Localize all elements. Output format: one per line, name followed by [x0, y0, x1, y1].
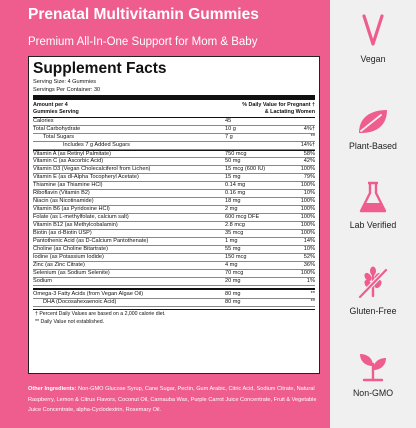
nutrient-row [33, 291, 315, 299]
badge-vegan [330, 12, 416, 64]
nutrient-dv: 1% [306, 278, 315, 284]
nutrient-row [33, 254, 315, 262]
nutrient-dv: 4%† [303, 126, 315, 132]
nutrient-dv: 36% [303, 262, 315, 268]
nutrient-amount: 7 g [225, 134, 233, 140]
supplement-facts-panel [28, 56, 320, 374]
dv-header-line1: % Daily Value for Pregnant † [242, 102, 315, 108]
nutrient-amount: 45 [225, 118, 232, 124]
nutrient-row [33, 174, 315, 182]
nutrient-name: Vitamin B6 (as Pyridoxine HCl) [33, 206, 110, 212]
nutrient-row [33, 142, 315, 150]
nutrient-name: DHA (Docosahexaenoic Acid) [43, 298, 117, 305]
nutrient-row [33, 206, 315, 214]
nutrient-row [33, 299, 315, 307]
badge-label: Gluten-Free [349, 306, 397, 316]
other-ingredients-text: Non-GMO Glucose Syrup, Cane Sugar, Pectin, Gum Arabic, Citric Acid, Sodium Citrate, Natural Raspberry, Lemon & Citrus Flavors, Coconut Oil, Carnauba Wax, Purple Carrot Juice Concentrate, Fruit & Vegetable Juice Concentrate, alpha-Cyclodextrin, Rosemary Oil. [28, 386, 317, 413]
nutrient-dv: 14% [303, 238, 315, 244]
nutrient-dv: 100% [300, 166, 315, 172]
wheat-icon [354, 264, 392, 302]
nutrient-dv: 10% [303, 190, 315, 196]
nutrient-row [33, 198, 315, 206]
nutrient-row [33, 150, 315, 158]
footnote-not-established: ** Daily Value not established. [35, 318, 105, 325]
nutrient-amount: 15 mcg (600 IU) [225, 166, 266, 172]
v-icon [362, 12, 384, 50]
nutrient-dv: 100% [300, 222, 315, 228]
nutrient-name: Iodine (as Potassium Iodide) [33, 254, 104, 260]
badge-plant-based [330, 107, 416, 151]
nutrient-dv: 100% [300, 230, 315, 236]
nutrient-amount: 10 g [225, 126, 236, 132]
serving-size: Serving Size: 4 Gummies [33, 79, 97, 85]
facts-title: Supplement Facts [33, 60, 167, 77]
nutrient-row [33, 238, 315, 246]
nutrient-dv: ** [310, 298, 315, 305]
other-ingredients [28, 384, 320, 416]
nutrient-amount: 0.16 mg [225, 190, 246, 196]
nutrient-dv [287, 118, 315, 125]
nutrient-dv: ** [310, 134, 315, 140]
nutrient-dv: ** [310, 290, 315, 297]
nutrient-name: Pantothenic Acid (as D-Calcium Pantothenate) [33, 238, 149, 244]
badge-non-gmo [330, 350, 416, 398]
nutrient-amount: 2.8 mcg [225, 222, 245, 228]
nutrient-dv: 14%† [300, 142, 315, 148]
badge-label: Non-GMO [352, 388, 394, 398]
nutrient-amount: 80 mg [225, 298, 241, 305]
nutrient-amount: 2 mg [225, 206, 238, 212]
nutrient-name: Thiamine (as Thiamine HCl) [33, 182, 103, 188]
nutrient-row [33, 222, 315, 230]
nutrient-row [33, 262, 315, 270]
nutrient-dv: 100% [300, 270, 315, 276]
nutrient-row [33, 118, 315, 126]
other-ingredients-label: Other Ingredients: [28, 386, 77, 392]
nutrient-row [33, 278, 315, 286]
nutrient-amount: 1 mg [225, 238, 238, 244]
nutrient-dv: 100% [300, 206, 315, 212]
nutrient-amount: 70 mcg [225, 270, 244, 276]
nutrient-row [33, 270, 315, 278]
flask-icon [355, 180, 391, 216]
nutrient-row [33, 214, 315, 222]
nutrient-name: Total Sugars [43, 134, 75, 140]
product-title: Prenatal Multivitamin Gummies [28, 6, 259, 23]
footnote-daily-values: † Percent Daily Values are based on a 2,000 calorie diet. [35, 311, 166, 317]
badge-label: Plant-Based [349, 141, 397, 151]
nutrient-name: Riboflavin (Vitamin B2) [33, 190, 90, 196]
nutrient-name: Zinc (as Zinc Citrate) [33, 262, 85, 268]
nutrient-name: Vitamin B12 (as Methylcobalamin) [33, 222, 118, 228]
nutrient-row [33, 230, 315, 238]
nutrient-name: Choline (as Choline Bitartrate) [33, 246, 108, 252]
nutrient-dv: 10% [303, 246, 315, 252]
product-subtitle: Premium All-In-One Support for Mom & Baby [28, 36, 258, 48]
servings-per-container: Servings Per Container: 30 [33, 87, 101, 93]
nutrient-name: Includes 7 g Added Sugars [63, 142, 130, 148]
nutrient-name: Biotin (as d-Biotin USP) [33, 230, 92, 236]
nutrient-name: Vitamin C (as Ascorbic Acid) [33, 158, 104, 164]
nutrient-dv: 100% [300, 214, 315, 220]
nutrient-row [33, 182, 315, 190]
nutrient-amount: 35 mcg [225, 230, 244, 236]
nutrient-name: Sodium [33, 278, 52, 284]
nutrient-amount: 600 mcg DFE [225, 214, 260, 220]
nutrient-name: Vitamin D3 (Vegan Cholecalciferol from Lichen) [33, 166, 151, 172]
badge-label: Vegan [360, 54, 386, 64]
amount-header-line1: Amount per 4 [33, 102, 68, 108]
nutrient-amount: 50 mg [225, 158, 241, 164]
leaf-icon [355, 107, 391, 137]
nutrient-amount: 80 mg [225, 290, 241, 297]
badge-lab-verified [330, 180, 416, 230]
nutrient-row [33, 158, 315, 166]
nutrient-amount: 15 mg [225, 174, 241, 180]
badge-gluten-free [330, 264, 416, 316]
nutrient-amount [225, 142, 287, 149]
nutrient-amount: 0.14 mg [225, 182, 246, 188]
nutrient-dv: 100% [300, 198, 315, 204]
nutrient-name: Vitamin E (as dl-Alpha Tocopheryl Acetate) [33, 174, 139, 180]
nutrient-amount: 4 mg [225, 262, 238, 268]
nutrient-row [33, 190, 315, 198]
nutrient-row [33, 166, 315, 174]
divider [33, 288, 315, 290]
nutrient-name: Folate (as L-methylfolate, calcium salt) [33, 214, 129, 220]
omega-rows [33, 291, 315, 307]
nutrient-amount: 20 mg [225, 278, 241, 284]
nutrient-amount: 150 mcg [225, 254, 247, 260]
facts-header [33, 102, 315, 118]
nutrient-name: Calories [33, 118, 54, 124]
sprout-icon [356, 350, 390, 384]
nutrient-name: Selenium (as Sodium Selenite) [33, 270, 110, 276]
nutrient-row [33, 134, 315, 142]
nutrient-amount: 18 mg [225, 198, 241, 204]
nutrient-rows [33, 118, 315, 286]
thick-divider [33, 95, 315, 100]
nutrient-row [33, 126, 315, 134]
divider [33, 309, 315, 311]
nutrient-name: Vitamin A (as Retinyl Palmitate) [33, 151, 111, 157]
nutrient-dv: 79% [303, 174, 315, 180]
nutrient-dv: 100% [300, 182, 315, 188]
nutrient-row [33, 246, 315, 254]
nutrient-dv: 42% [303, 158, 315, 164]
amount-header-line2: Gummies Serving [33, 108, 79, 115]
nutrient-name: Total Carbohydrate [33, 126, 81, 132]
nutrient-amount: 750 mcg [225, 151, 247, 157]
badge-label: Lab Verified [349, 220, 397, 230]
nutrient-dv: 58% [303, 151, 315, 157]
dv-header-line2: & Lactating Women [264, 108, 315, 115]
nutrient-name: Niacin (as Nicotinamide) [33, 198, 94, 204]
nutrient-amount: 55 mg [225, 246, 241, 252]
nutrient-dv: 52% [303, 254, 315, 260]
nutrient-name: Omega-3 Fatty Acids (from Vegan Algae Oil) [33, 290, 144, 297]
